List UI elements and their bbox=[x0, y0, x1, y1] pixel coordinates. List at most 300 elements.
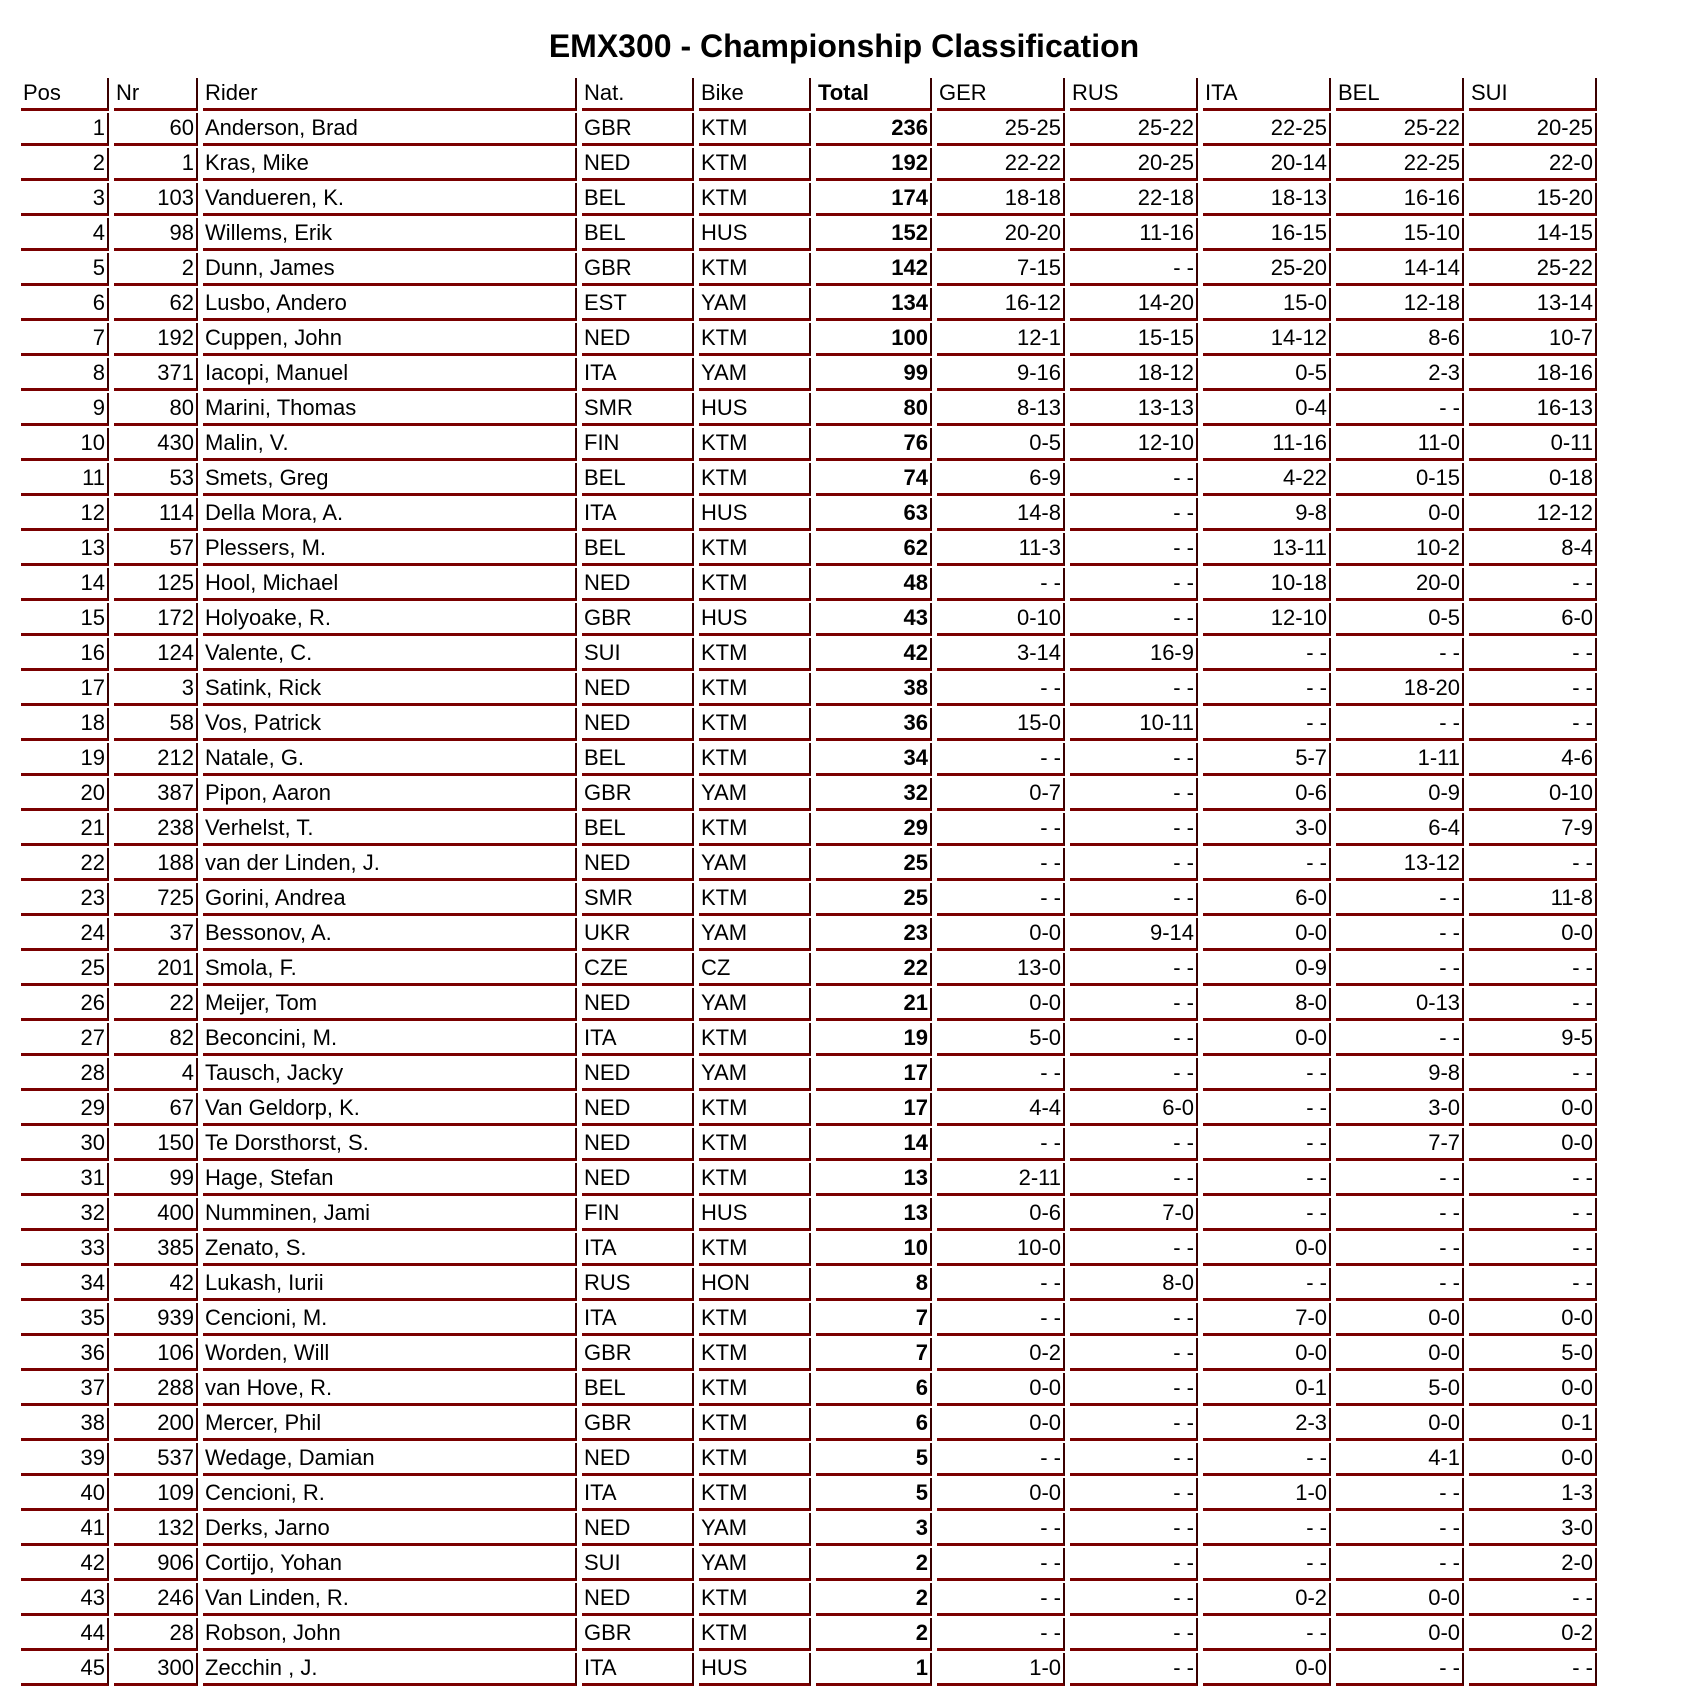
cell-rider: Zenato, S. bbox=[203, 1233, 577, 1266]
cell-bike: KTM bbox=[699, 533, 811, 566]
cell-rus: - - bbox=[1070, 743, 1198, 776]
cell-sui: 0-0 bbox=[1469, 1128, 1597, 1161]
cell-pos: 43 bbox=[21, 1583, 109, 1616]
cell-nat: BEL bbox=[582, 183, 694, 216]
cell-bel: - - bbox=[1336, 1163, 1464, 1196]
cell-pos: 21 bbox=[21, 813, 109, 846]
cell-nr: 1 bbox=[114, 148, 198, 181]
cell-sui: 5-0 bbox=[1469, 1338, 1597, 1371]
cell-ger: - - bbox=[937, 1583, 1065, 1616]
cell-pos: 45 bbox=[21, 1653, 109, 1686]
cell-bel: 1-11 bbox=[1336, 743, 1464, 776]
cell-ita: 0-0 bbox=[1203, 1023, 1331, 1056]
cell-ita: 4-22 bbox=[1203, 463, 1331, 496]
cell-ita: - - bbox=[1203, 1618, 1331, 1651]
cell-total: 99 bbox=[816, 358, 932, 391]
cell-sui: 9-5 bbox=[1469, 1023, 1597, 1056]
cell-total: 2 bbox=[816, 1548, 932, 1581]
cell-nat: ITA bbox=[582, 358, 694, 391]
cell-bike: KTM bbox=[699, 813, 811, 846]
cell-pos: 6 bbox=[21, 288, 109, 321]
cell-ita: 0-0 bbox=[1203, 918, 1331, 951]
cell-rider: Kras, Mike bbox=[203, 148, 577, 181]
cell-ita: - - bbox=[1203, 1198, 1331, 1231]
cell-total: 36 bbox=[816, 708, 932, 741]
cell-bike: KTM bbox=[699, 428, 811, 461]
cell-pos: 7 bbox=[21, 323, 109, 356]
cell-bel: - - bbox=[1336, 1268, 1464, 1301]
cell-total: 76 bbox=[816, 428, 932, 461]
cell-bike: CZ bbox=[699, 953, 811, 986]
cell-bel: 0-9 bbox=[1336, 778, 1464, 811]
cell-bel: - - bbox=[1336, 393, 1464, 426]
cell-sui: 0-0 bbox=[1469, 1303, 1597, 1336]
cell-bike: KTM bbox=[699, 743, 811, 776]
cell-nr: 200 bbox=[114, 1408, 198, 1441]
cell-pos: 23 bbox=[21, 883, 109, 916]
cell-rider: Malin, V. bbox=[203, 428, 577, 461]
cell-pos: 5 bbox=[21, 253, 109, 286]
cell-rider: Hool, Michael bbox=[203, 568, 577, 601]
cell-ita: - - bbox=[1203, 1093, 1331, 1126]
table-row bbox=[21, 253, 1597, 286]
cell-ger: 0-10 bbox=[937, 603, 1065, 636]
cell-ita: 25-20 bbox=[1203, 253, 1331, 286]
cell-nr: 60 bbox=[114, 113, 198, 146]
cell-rus: - - bbox=[1070, 603, 1198, 636]
cell-rus: 16-9 bbox=[1070, 638, 1198, 671]
cell-total: 3 bbox=[816, 1513, 932, 1546]
cell-total: 7 bbox=[816, 1303, 932, 1336]
cell-nat: FIN bbox=[582, 1198, 694, 1231]
table-row bbox=[21, 918, 1597, 951]
cell-nr: 150 bbox=[114, 1128, 198, 1161]
cell-ger: - - bbox=[937, 568, 1065, 601]
cell-nat: NED bbox=[582, 988, 694, 1021]
cell-bel: 6-4 bbox=[1336, 813, 1464, 846]
cell-pos: 17 bbox=[21, 673, 109, 706]
column-header-nat: Nat. bbox=[582, 78, 694, 111]
table-row bbox=[21, 183, 1597, 216]
cell-bel: - - bbox=[1336, 1198, 1464, 1231]
cell-bike: KTM bbox=[699, 183, 811, 216]
cell-ita: 0-0 bbox=[1203, 1338, 1331, 1371]
cell-pos: 31 bbox=[21, 1163, 109, 1196]
cell-sui: - - bbox=[1469, 638, 1597, 671]
cell-total: 25 bbox=[816, 848, 932, 881]
cell-total: 2 bbox=[816, 1618, 932, 1651]
cell-bike: KTM bbox=[699, 568, 811, 601]
cell-ger: 7-15 bbox=[937, 253, 1065, 286]
cell-pos: 33 bbox=[21, 1233, 109, 1266]
cell-nat: ITA bbox=[582, 1478, 694, 1511]
cell-sui: 18-16 bbox=[1469, 358, 1597, 391]
table-row bbox=[21, 708, 1597, 741]
cell-sui: 16-13 bbox=[1469, 393, 1597, 426]
cell-rus: - - bbox=[1070, 778, 1198, 811]
table-row bbox=[21, 1163, 1597, 1196]
cell-ger: 0-0 bbox=[937, 1373, 1065, 1406]
cell-total: 8 bbox=[816, 1268, 932, 1301]
cell-nat: BEL bbox=[582, 813, 694, 846]
cell-bike: HUS bbox=[699, 498, 811, 531]
table-row bbox=[21, 533, 1597, 566]
cell-total: 34 bbox=[816, 743, 932, 776]
cell-ita: 0-6 bbox=[1203, 778, 1331, 811]
cell-bike: YAM bbox=[699, 988, 811, 1021]
cell-ita: 0-0 bbox=[1203, 1233, 1331, 1266]
cell-rus: - - bbox=[1070, 1163, 1198, 1196]
cell-ger: 5-0 bbox=[937, 1023, 1065, 1056]
cell-rider: Beconcini, M. bbox=[203, 1023, 577, 1056]
cell-rus: 6-0 bbox=[1070, 1093, 1198, 1126]
cell-bel: 0-0 bbox=[1336, 1303, 1464, 1336]
cell-pos: 26 bbox=[21, 988, 109, 1021]
cell-ger: 1-0 bbox=[937, 1653, 1065, 1686]
cell-bel: 22-25 bbox=[1336, 148, 1464, 181]
cell-sui: 14-15 bbox=[1469, 218, 1597, 251]
cell-sui: 0-18 bbox=[1469, 463, 1597, 496]
cell-rus: 12-10 bbox=[1070, 428, 1198, 461]
cell-ita: 3-0 bbox=[1203, 813, 1331, 846]
cell-nr: 201 bbox=[114, 953, 198, 986]
cell-total: 100 bbox=[816, 323, 932, 356]
table-row bbox=[21, 1443, 1597, 1476]
cell-rider: Anderson, Brad bbox=[203, 113, 577, 146]
column-header-sui: SUI bbox=[1469, 78, 1597, 111]
cell-pos: 3 bbox=[21, 183, 109, 216]
cell-bike: KTM bbox=[699, 1233, 811, 1266]
cell-total: 10 bbox=[816, 1233, 932, 1266]
cell-total: 14 bbox=[816, 1128, 932, 1161]
cell-total: 236 bbox=[816, 113, 932, 146]
table-row bbox=[21, 428, 1597, 461]
cell-nr: 106 bbox=[114, 1338, 198, 1371]
cell-total: 7 bbox=[816, 1338, 932, 1371]
cell-bel: 0-0 bbox=[1336, 498, 1464, 531]
cell-nat: FIN bbox=[582, 428, 694, 461]
cell-nat: BEL bbox=[582, 1373, 694, 1406]
cell-nat: BEL bbox=[582, 463, 694, 496]
cell-total: 13 bbox=[816, 1198, 932, 1231]
cell-ita: 8-0 bbox=[1203, 988, 1331, 1021]
cell-nat: NED bbox=[582, 1163, 694, 1196]
cell-rus: - - bbox=[1070, 1443, 1198, 1476]
cell-bel: - - bbox=[1336, 1653, 1464, 1686]
cell-total: 48 bbox=[816, 568, 932, 601]
cell-bel: 15-10 bbox=[1336, 218, 1464, 251]
column-header-bike: Bike bbox=[699, 78, 811, 111]
cell-bike: KTM bbox=[699, 1583, 811, 1616]
table-row bbox=[21, 638, 1597, 671]
cell-nr: 57 bbox=[114, 533, 198, 566]
cell-rus: - - bbox=[1070, 953, 1198, 986]
cell-ger: 0-5 bbox=[937, 428, 1065, 461]
cell-sui: 0-1 bbox=[1469, 1408, 1597, 1441]
cell-bel: 11-0 bbox=[1336, 428, 1464, 461]
cell-total: 62 bbox=[816, 533, 932, 566]
cell-sui: - - bbox=[1469, 1058, 1597, 1091]
cell-bike: KTM bbox=[699, 148, 811, 181]
table-row bbox=[21, 673, 1597, 706]
cell-pos: 32 bbox=[21, 1198, 109, 1231]
cell-pos: 15 bbox=[21, 603, 109, 636]
cell-bel: 13-12 bbox=[1336, 848, 1464, 881]
cell-rus: - - bbox=[1070, 1303, 1198, 1336]
cell-nat: NED bbox=[582, 848, 694, 881]
cell-bike: KTM bbox=[699, 1408, 811, 1441]
cell-bike: YAM bbox=[699, 288, 811, 321]
cell-nat: ITA bbox=[582, 1303, 694, 1336]
cell-sui: 0-0 bbox=[1469, 1093, 1597, 1126]
cell-nr: 3 bbox=[114, 673, 198, 706]
cell-rus: - - bbox=[1070, 1058, 1198, 1091]
cell-sui: 13-14 bbox=[1469, 288, 1597, 321]
cell-rus: - - bbox=[1070, 253, 1198, 286]
cell-nr: 430 bbox=[114, 428, 198, 461]
cell-pos: 22 bbox=[21, 848, 109, 881]
table-row bbox=[21, 358, 1597, 391]
cell-rus: 13-13 bbox=[1070, 393, 1198, 426]
cell-pos: 34 bbox=[21, 1268, 109, 1301]
table-row bbox=[21, 1373, 1597, 1406]
cell-bel: - - bbox=[1336, 1548, 1464, 1581]
cell-bel: 0-0 bbox=[1336, 1583, 1464, 1616]
cell-nr: 114 bbox=[114, 498, 198, 531]
table-row bbox=[21, 1303, 1597, 1336]
cell-bike: KTM bbox=[699, 1443, 811, 1476]
cell-nat: NED bbox=[582, 1443, 694, 1476]
cell-nat: NED bbox=[582, 1583, 694, 1616]
cell-nat: RUS bbox=[582, 1268, 694, 1301]
cell-total: 6 bbox=[816, 1373, 932, 1406]
table-row bbox=[21, 113, 1597, 146]
cell-nr: 400 bbox=[114, 1198, 198, 1231]
cell-ger: - - bbox=[937, 673, 1065, 706]
cell-rider: Dunn, James bbox=[203, 253, 577, 286]
table-row bbox=[21, 813, 1597, 846]
cell-bike: KTM bbox=[699, 1618, 811, 1651]
cell-nat: NED bbox=[582, 1058, 694, 1091]
cell-pos: 13 bbox=[21, 533, 109, 566]
cell-bike: KTM bbox=[699, 1093, 811, 1126]
table-row bbox=[21, 1128, 1597, 1161]
cell-ita: - - bbox=[1203, 638, 1331, 671]
cell-sui: 0-2 bbox=[1469, 1618, 1597, 1651]
cell-bel: 0-5 bbox=[1336, 603, 1464, 636]
cell-ger: - - bbox=[937, 1303, 1065, 1336]
cell-bike: YAM bbox=[699, 1058, 811, 1091]
cell-rus: 25-22 bbox=[1070, 113, 1198, 146]
cell-rider: Numminen, Jami bbox=[203, 1198, 577, 1231]
cell-sui: 3-0 bbox=[1469, 1513, 1597, 1546]
table-row bbox=[21, 463, 1597, 496]
cell-rus: - - bbox=[1070, 1338, 1198, 1371]
cell-sui: 12-12 bbox=[1469, 498, 1597, 531]
cell-rider: Zecchin , J. bbox=[203, 1653, 577, 1686]
cell-nat: NED bbox=[582, 323, 694, 356]
table-row bbox=[21, 1583, 1597, 1616]
cell-sui: 15-20 bbox=[1469, 183, 1597, 216]
cell-ita: - - bbox=[1203, 1058, 1331, 1091]
table-row bbox=[21, 988, 1597, 1021]
cell-sui: 11-8 bbox=[1469, 883, 1597, 916]
cell-nr: 125 bbox=[114, 568, 198, 601]
cell-total: 142 bbox=[816, 253, 932, 286]
cell-ita: - - bbox=[1203, 673, 1331, 706]
cell-rider: Valente, C. bbox=[203, 638, 577, 671]
cell-ger: 0-0 bbox=[937, 918, 1065, 951]
cell-rider: Van Linden, R. bbox=[203, 1583, 577, 1616]
cell-nr: 238 bbox=[114, 813, 198, 846]
cell-ger: 18-18 bbox=[937, 183, 1065, 216]
cell-nat: NED bbox=[582, 708, 694, 741]
table-row bbox=[21, 1513, 1597, 1546]
cell-pos: 8 bbox=[21, 358, 109, 391]
cell-bike: KTM bbox=[699, 253, 811, 286]
cell-rus: 18-12 bbox=[1070, 358, 1198, 391]
cell-bike: HUS bbox=[699, 393, 811, 426]
column-header-pos: Pos bbox=[21, 78, 109, 111]
table-row bbox=[21, 1653, 1597, 1686]
cell-ger: 11-3 bbox=[937, 533, 1065, 566]
cell-sui: 0-11 bbox=[1469, 428, 1597, 461]
cell-bel: 0-0 bbox=[1336, 1408, 1464, 1441]
cell-ita: 0-1 bbox=[1203, 1373, 1331, 1406]
table-row bbox=[21, 848, 1597, 881]
cell-nr: 53 bbox=[114, 463, 198, 496]
cell-bel: - - bbox=[1336, 638, 1464, 671]
cell-ger: 6-9 bbox=[937, 463, 1065, 496]
cell-rider: van der Linden, J. bbox=[203, 848, 577, 881]
cell-pos: 2 bbox=[21, 148, 109, 181]
cell-nr: 537 bbox=[114, 1443, 198, 1476]
table-row bbox=[21, 1233, 1597, 1266]
cell-nat: ITA bbox=[582, 1653, 694, 1686]
cell-bike: KTM bbox=[699, 1373, 811, 1406]
cell-ita: 2-3 bbox=[1203, 1408, 1331, 1441]
cell-total: 5 bbox=[816, 1478, 932, 1511]
cell-rider: Robson, John bbox=[203, 1618, 577, 1651]
cell-pos: 42 bbox=[21, 1548, 109, 1581]
cell-rider: Iacopi, Manuel bbox=[203, 358, 577, 391]
cell-rus: - - bbox=[1070, 568, 1198, 601]
cell-sui: 0-0 bbox=[1469, 918, 1597, 951]
cell-rider: Plessers, M. bbox=[203, 533, 577, 566]
cell-rus: - - bbox=[1070, 1128, 1198, 1161]
cell-pos: 36 bbox=[21, 1338, 109, 1371]
cell-ger: 4-4 bbox=[937, 1093, 1065, 1126]
cell-ita: 6-0 bbox=[1203, 883, 1331, 916]
cell-ita: 16-15 bbox=[1203, 218, 1331, 251]
cell-rider: Lukash, Iurii bbox=[203, 1268, 577, 1301]
cell-sui: - - bbox=[1469, 1268, 1597, 1301]
cell-rus: 10-11 bbox=[1070, 708, 1198, 741]
cell-ita: 13-11 bbox=[1203, 533, 1331, 566]
cell-nr: 172 bbox=[114, 603, 198, 636]
cell-bel: - - bbox=[1336, 953, 1464, 986]
cell-ita: - - bbox=[1203, 1513, 1331, 1546]
cell-ita: 18-13 bbox=[1203, 183, 1331, 216]
cell-pos: 28 bbox=[21, 1058, 109, 1091]
cell-pos: 35 bbox=[21, 1303, 109, 1336]
cell-bel: 14-14 bbox=[1336, 253, 1464, 286]
cell-ita: 14-12 bbox=[1203, 323, 1331, 356]
cell-nr: 58 bbox=[114, 708, 198, 741]
cell-ita: 5-7 bbox=[1203, 743, 1331, 776]
cell-bike: KTM bbox=[699, 673, 811, 706]
cell-rus: - - bbox=[1070, 1618, 1198, 1651]
cell-sui: 25-22 bbox=[1469, 253, 1597, 286]
cell-sui: 22-0 bbox=[1469, 148, 1597, 181]
cell-ger: 12-1 bbox=[937, 323, 1065, 356]
cell-sui: 20-25 bbox=[1469, 113, 1597, 146]
table-row bbox=[21, 1408, 1597, 1441]
cell-rus: - - bbox=[1070, 813, 1198, 846]
cell-sui: - - bbox=[1469, 953, 1597, 986]
cell-total: 43 bbox=[816, 603, 932, 636]
cell-total: 74 bbox=[816, 463, 932, 496]
table-row bbox=[21, 778, 1597, 811]
cell-rider: Cencioni, R. bbox=[203, 1478, 577, 1511]
cell-rider: Tausch, Jacky bbox=[203, 1058, 577, 1091]
cell-sui: 0-0 bbox=[1469, 1443, 1597, 1476]
cell-pos: 9 bbox=[21, 393, 109, 426]
cell-rider: Lusbo, Andero bbox=[203, 288, 577, 321]
cell-ger: - - bbox=[937, 1268, 1065, 1301]
cell-nat: NED bbox=[582, 673, 694, 706]
cell-sui: 10-7 bbox=[1469, 323, 1597, 356]
cell-nat: NED bbox=[582, 1513, 694, 1546]
column-header-total: Total bbox=[816, 78, 932, 111]
cell-pos: 14 bbox=[21, 568, 109, 601]
cell-total: 38 bbox=[816, 673, 932, 706]
cell-nr: 28 bbox=[114, 1618, 198, 1651]
cell-total: 192 bbox=[816, 148, 932, 181]
cell-nr: 906 bbox=[114, 1548, 198, 1581]
table-row bbox=[21, 1093, 1597, 1126]
cell-bike: HUS bbox=[699, 218, 811, 251]
cell-ita: 0-4 bbox=[1203, 393, 1331, 426]
cell-rus: - - bbox=[1070, 848, 1198, 881]
cell-pos: 27 bbox=[21, 1023, 109, 1056]
cell-nr: 288 bbox=[114, 1373, 198, 1406]
cell-sui: - - bbox=[1469, 708, 1597, 741]
column-header-rus: RUS bbox=[1070, 78, 1198, 111]
cell-pos: 1 bbox=[21, 113, 109, 146]
table-row bbox=[21, 568, 1597, 601]
cell-pos: 18 bbox=[21, 708, 109, 741]
cell-rider: Verhelst, T. bbox=[203, 813, 577, 846]
cell-ita: - - bbox=[1203, 708, 1331, 741]
cell-pos: 39 bbox=[21, 1443, 109, 1476]
table-row bbox=[21, 393, 1597, 426]
cell-rus: 22-18 bbox=[1070, 183, 1198, 216]
cell-nat: NED bbox=[582, 568, 694, 601]
cell-ger: 0-0 bbox=[937, 1478, 1065, 1511]
cell-pos: 41 bbox=[21, 1513, 109, 1546]
cell-bel: - - bbox=[1336, 1478, 1464, 1511]
cell-bike: HON bbox=[699, 1268, 811, 1301]
cell-bel: 9-8 bbox=[1336, 1058, 1464, 1091]
cell-total: 42 bbox=[816, 638, 932, 671]
cell-rus: - - bbox=[1070, 1583, 1198, 1616]
cell-bike: KTM bbox=[699, 323, 811, 356]
cell-rus: - - bbox=[1070, 533, 1198, 566]
cell-rus: - - bbox=[1070, 1233, 1198, 1266]
cell-ger: 22-22 bbox=[937, 148, 1065, 181]
cell-rider: Te Dorsthorst, S. bbox=[203, 1128, 577, 1161]
